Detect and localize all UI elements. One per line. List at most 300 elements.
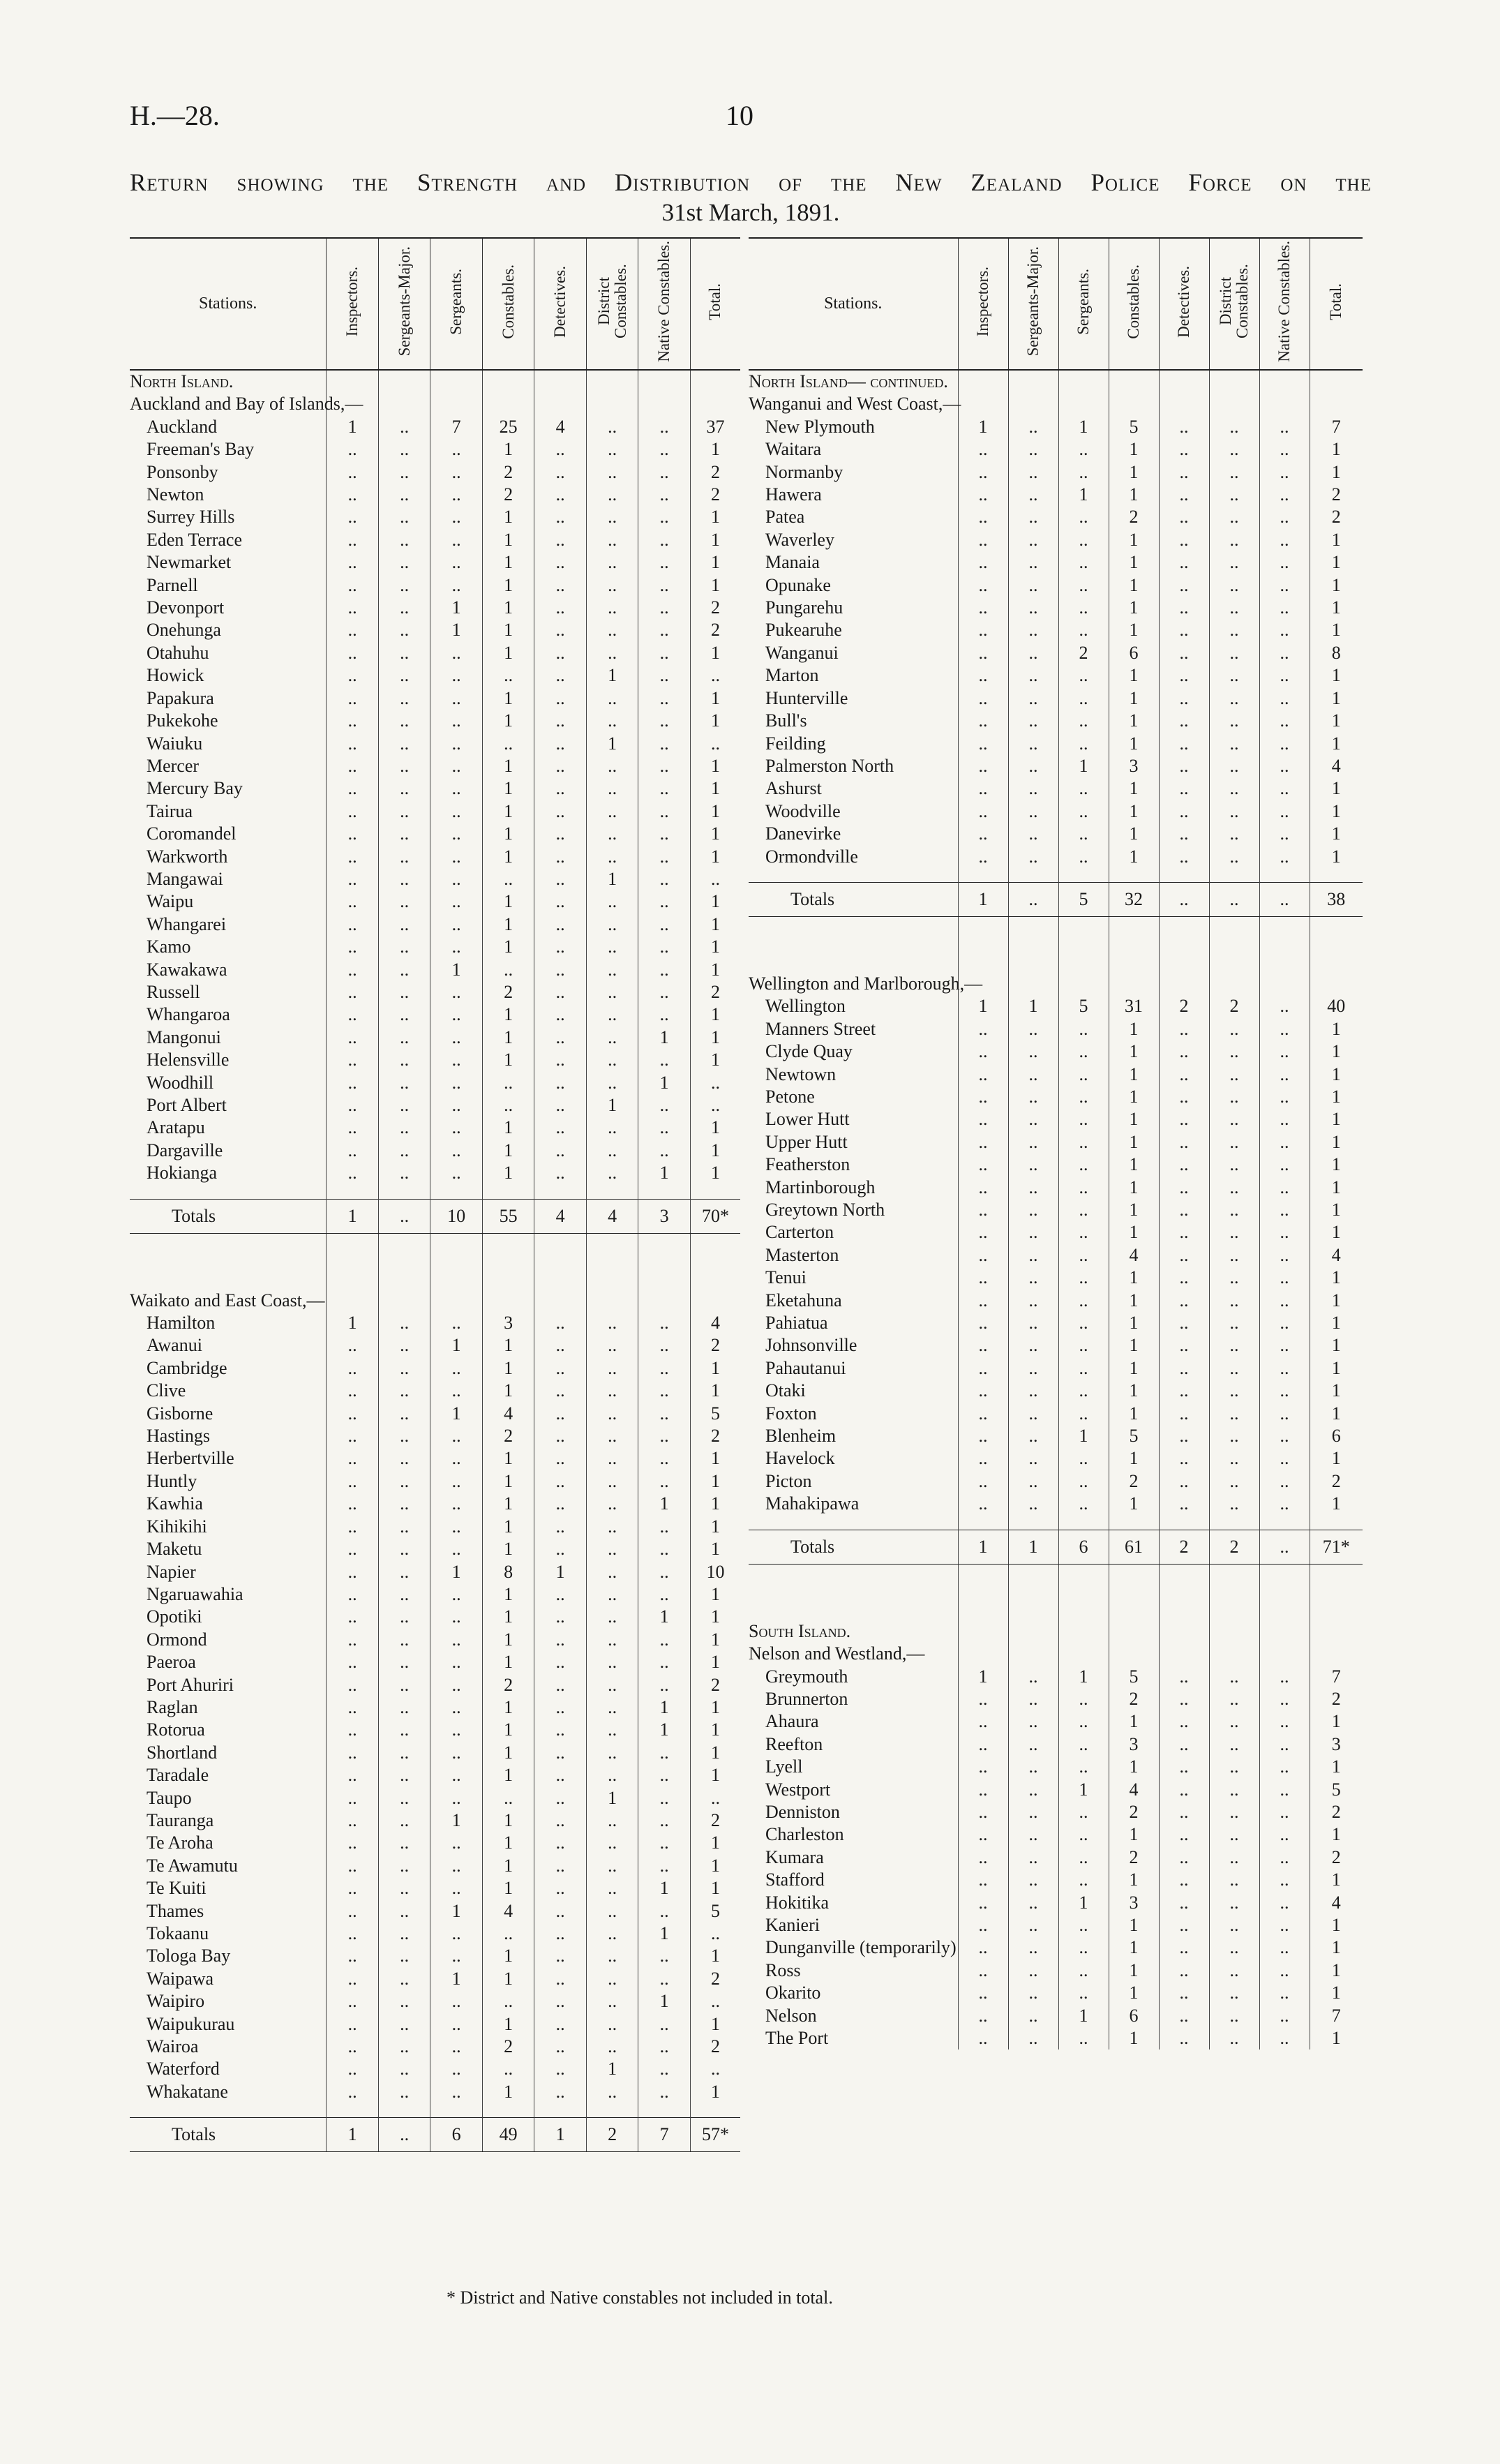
station-name: Raglan: [147, 1696, 198, 1717]
cell-sergeants-major: ..: [378, 1357, 430, 1380]
cell-total: 1: [690, 1493, 740, 1515]
cell-sergeants: ..: [430, 551, 483, 574]
cell-district-constables: ..: [586, 1968, 638, 1990]
cell-detectives: ..: [1159, 1199, 1209, 1221]
cell-native-constables: ..: [1259, 846, 1310, 868]
cell-district-constables: ..: [586, 484, 638, 506]
empty-cell: [378, 1290, 430, 1312]
cell-inspectors: ..: [958, 1982, 1008, 2004]
cell-sergeants: ..: [430, 1312, 483, 1334]
cell-sergeants: ..: [1058, 687, 1109, 710]
cell-detectives: ..: [534, 1674, 587, 1696]
cell-native-constables: ..: [1259, 1959, 1310, 1982]
cell-sergeants: ..: [1058, 1267, 1109, 1289]
group-heading: [749, 973, 1363, 995]
cell-detectives: ..: [534, 1696, 587, 1719]
cell-district-constables: ..: [586, 1990, 638, 2013]
col-stations: Stations.: [130, 238, 327, 370]
cell-native-constables: ..: [1259, 664, 1310, 687]
cell-detectives: ..: [1159, 1869, 1209, 1891]
cell-detectives: ..: [534, 1583, 587, 1606]
empty-cell: [1109, 1516, 1159, 1530]
table-row: [130, 868, 740, 890]
cell-sergeants: ..: [1058, 710, 1109, 732]
cell-total: 1: [690, 1447, 740, 1470]
station-name: Port Ahuriri: [147, 1674, 234, 1695]
cell-sergeants-major: ..: [1008, 846, 1058, 868]
cell-sergeants-major: ..: [378, 1493, 430, 1515]
cell-inspectors: ..: [327, 1162, 379, 1184]
station-name: Danevirke: [765, 823, 841, 844]
cell-inspectors: ..: [327, 484, 379, 506]
cell-constables: 8: [482, 1561, 534, 1583]
table-row: [130, 710, 740, 732]
cell-district-constables: ..: [1209, 438, 1259, 461]
station-name: Waipu: [147, 891, 194, 912]
cell-district-constables: ..: [1209, 1756, 1259, 1778]
cell-native-constables: ..: [638, 1334, 691, 1357]
cell-district-constables: ..: [586, 1696, 638, 1719]
cell-constables: 1: [1109, 1312, 1159, 1334]
station-name: Wairoa: [147, 2036, 199, 2057]
cell-district-constables: ..: [586, 1447, 638, 1470]
empty-cell: [586, 393, 638, 415]
cell-detectives: ..: [534, 1787, 587, 1809]
cell-district-constables: ..: [586, 642, 638, 664]
table-row: [130, 664, 740, 687]
cell-inspectors: ..: [327, 438, 379, 461]
cell-sergeants-major: ..: [378, 755, 430, 777]
cell-sergeants: ..: [430, 664, 483, 687]
cell-total: 1: [1310, 1040, 1363, 1063]
empty-cell: [1310, 1564, 1363, 1620]
col-inspectors: Inspectors.: [958, 238, 1008, 370]
cell-sergeants: ..: [1058, 1914, 1109, 1936]
cell-total: 2: [690, 597, 740, 619]
cell-native-constables: ..: [638, 1900, 691, 1922]
cell-detectives: ..: [1159, 1357, 1209, 1380]
table-row: [749, 1493, 1363, 1515]
empty-cell: [690, 1290, 740, 1312]
cell-native-constables: ..: [1259, 1086, 1310, 1108]
cell-sergeants-major: ..: [1008, 1063, 1058, 1086]
cell-total: 1: [690, 710, 740, 732]
cell-district-constables: 1: [586, 733, 638, 755]
cell-sergeants: 1: [1058, 755, 1109, 777]
row-gap: [130, 1185, 740, 1200]
cell-inspectors: ..: [327, 1425, 379, 1447]
cell-total: 1: [1310, 777, 1363, 800]
cell-sergeants: ..: [430, 687, 483, 710]
cell-inspectors: ..: [327, 777, 379, 800]
station-name: Te Aroha: [147, 1832, 213, 1853]
cell-sergeants: ..: [430, 2058, 483, 2080]
cell-native-constables: ..: [1259, 1530, 1310, 1564]
cell-total: 1: [1310, 687, 1363, 710]
empty-cell: [749, 1516, 958, 1530]
table-row: [130, 2081, 740, 2103]
cell-sergeants-major: ..: [1008, 1959, 1058, 1982]
cell-detectives: ..: [1159, 1779, 1209, 1801]
station-name: Eden Terrace: [147, 529, 242, 550]
cell-district-constables: ..: [1209, 846, 1259, 868]
station-name: Featherston: [765, 1154, 850, 1175]
table-row: [749, 1177, 1363, 1199]
table-row: [749, 1199, 1363, 1221]
cell-total: 5: [1310, 1779, 1363, 1801]
table-row: [130, 416, 740, 438]
cell-total: 1: [1310, 1221, 1363, 1244]
cell-sergeants-major: ..: [378, 1094, 430, 1117]
cell-inspectors: ..: [958, 1801, 1008, 1823]
cell-constables: 2: [1109, 1801, 1159, 1823]
cell-district-constables: ..: [1209, 1312, 1259, 1334]
cell-sergeants: ..: [430, 1425, 483, 1447]
cell-detectives: ..: [534, 1049, 587, 1071]
cell-inspectors: ..: [958, 777, 1008, 800]
cell-sergeants-major: ..: [1008, 1040, 1058, 1063]
cell-sergeants: ..: [430, 1764, 483, 1786]
cell-total: 1: [1310, 1710, 1363, 1733]
table-row: [749, 1470, 1363, 1493]
table-row: [130, 1538, 740, 1560]
cell-total: 2: [690, 484, 740, 506]
empty-cell: [1058, 1643, 1109, 1665]
cell-detectives: ..: [1159, 1108, 1209, 1130]
cell-district-constables: ..: [1209, 574, 1259, 597]
cell-inspectors: ..: [958, 1380, 1008, 1402]
station-name: Ponsonby: [147, 461, 218, 482]
cell-native-constables: ..: [638, 2058, 691, 2080]
empty-cell: [1008, 370, 1058, 393]
cell-constables: ..: [482, 1990, 534, 2013]
cell-native-constables: ..: [1259, 733, 1310, 755]
table-row: [130, 1003, 740, 1026]
table-row: [749, 1108, 1363, 1130]
cell-inspectors: ..: [327, 981, 379, 1003]
cell-district-constables: ..: [1209, 1470, 1259, 1493]
cell-detectives: ..: [1159, 484, 1209, 506]
station-name: Huntly: [147, 1470, 197, 1491]
cell-detectives: ..: [534, 1357, 587, 1380]
cell-district-constables: ..: [1209, 1040, 1259, 1063]
cell-sergeants-major: ..: [378, 1809, 430, 1832]
cell-sergeants: ..: [1058, 846, 1109, 868]
cell-constables: 1: [1109, 1982, 1159, 2004]
cell-inspectors: ..: [327, 1357, 379, 1380]
cell-total: 5: [690, 1403, 740, 1425]
cell-sergeants: ..: [430, 438, 483, 461]
cell-detectives: ..: [1159, 438, 1209, 461]
cell-native-constables: ..: [638, 890, 691, 913]
cell-constables: 1: [482, 710, 534, 732]
cell-native-constables: ..: [1259, 1153, 1310, 1176]
cell-sergeants: 2: [1058, 642, 1109, 664]
cell-sergeants: ..: [430, 2013, 483, 2036]
cell-district-constables: ..: [586, 1516, 638, 1538]
footnote: * District and Native constables not included in total.: [447, 2287, 833, 2308]
cell-inspectors: ..: [958, 755, 1008, 777]
station-name: Newmarket: [147, 552, 232, 573]
table-row: [749, 1153, 1363, 1176]
cell-sergeants: ..: [1058, 1290, 1109, 1312]
cell-constables: 1: [1109, 1334, 1159, 1357]
cell-native-constables: ..: [638, 664, 691, 687]
cell-district-constables: 1: [586, 2058, 638, 2080]
table-row: [749, 1914, 1363, 1936]
empty-cell: [430, 1233, 483, 1290]
cell-inspectors: ..: [958, 823, 1008, 845]
empty-cell: [1259, 1564, 1310, 1620]
station-name: Tologa Bay: [147, 1946, 231, 1966]
cell-sergeants: ..: [1058, 1688, 1109, 1710]
table-row: [130, 551, 740, 574]
cell-inspectors: ..: [327, 1538, 379, 1560]
cell-native-constables: ..: [1259, 2027, 1310, 2049]
station-name: Aratapu: [147, 1117, 205, 1138]
empty-cell: [1159, 1516, 1209, 1530]
cell-constables: 1: [482, 890, 534, 913]
cell-total: 4: [1310, 1244, 1363, 1267]
cell-total: 1: [690, 1357, 740, 1380]
table-row: [749, 1869, 1363, 1891]
cell-sergeants-major: ..: [378, 664, 430, 687]
cell-total: 37: [690, 416, 740, 438]
table-row: [130, 1447, 740, 1470]
cell-district-constables: ..: [1209, 1869, 1259, 1891]
empty-cell: [378, 393, 430, 415]
cell-sergeants: ..: [1058, 1177, 1109, 1199]
cell-sergeants-major: ..: [1008, 1846, 1058, 1869]
empty-cell: [482, 1233, 534, 1290]
cell-constables: 1: [1109, 461, 1159, 484]
cell-sergeants: ..: [1058, 1131, 1109, 1153]
cell-district-constables: ..: [1209, 1108, 1259, 1130]
empty-cell: [586, 1290, 638, 1312]
station-name: Otahuhu: [147, 642, 209, 663]
cell-sergeants-major: ..: [378, 959, 430, 981]
cell-constables: 61: [1109, 1530, 1159, 1564]
station-name: Whangaroa: [147, 1004, 230, 1025]
cell-constables: 1: [482, 1493, 534, 1515]
empty-cell: [1259, 393, 1310, 415]
station-name: Taupo: [147, 1787, 192, 1808]
cell-detectives: ..: [1159, 1380, 1209, 1402]
empty-cell: [482, 2103, 534, 2118]
cell-constables: 1: [1109, 2027, 1159, 2049]
table-row: [130, 484, 740, 506]
cell-total: 1: [690, 529, 740, 551]
cell-detectives: ..: [534, 2081, 587, 2103]
cell-detectives: ..: [1159, 1403, 1209, 1425]
cell-detectives: ..: [1159, 1666, 1209, 1688]
table-row: [749, 664, 1363, 687]
cell-sergeants-major: ..: [1008, 1403, 1058, 1425]
cell-constables: 1: [1109, 777, 1159, 800]
empty-cell: [1008, 393, 1058, 415]
cell-native-constables: ..: [1259, 800, 1310, 823]
cell-native-constables: ..: [638, 1832, 691, 1854]
empty-cell: [1209, 1564, 1259, 1620]
cell-detectives: ..: [534, 1809, 587, 1832]
table-row: [130, 1990, 740, 2013]
cell-sergeants-major: ..: [378, 1990, 430, 2013]
cell-total: 1: [1310, 1334, 1363, 1357]
cell-detectives: ..: [534, 1629, 587, 1651]
cell-total: 2: [690, 981, 740, 1003]
empty-cell: [1109, 868, 1159, 883]
empty-cell: [378, 2103, 430, 2118]
cell-district-constables: ..: [1209, 1982, 1259, 2004]
table-row: [749, 1290, 1363, 1312]
table-row: [130, 1072, 740, 1094]
empty-cell: [1259, 1516, 1310, 1530]
cell-sergeants: ..: [430, 1855, 483, 1877]
cell-constables: 1: [1109, 1221, 1159, 1244]
cell-sergeants-major: ..: [1008, 1982, 1058, 2004]
cell-detectives: ..: [1159, 710, 1209, 732]
cell-inspectors: ..: [327, 1117, 379, 1139]
cell-sergeants: 1: [430, 619, 483, 641]
cell-sergeants: ..: [430, 777, 483, 800]
cell-constables: 1: [482, 1855, 534, 1877]
cell-native-constables: ..: [1259, 461, 1310, 484]
cell-sergeants-major: ..: [378, 619, 430, 641]
page-title: Return showing the Strength and Distribution of the New Zealand Police Force on the: [130, 169, 1372, 196]
cell-inspectors: ..: [327, 913, 379, 936]
cell-total: 4: [1310, 1892, 1363, 1914]
cell-native-constables: ..: [1259, 2005, 1310, 2027]
table-row: [130, 1922, 740, 1945]
table-row: [130, 1312, 740, 1334]
cell-native-constables: ..: [1259, 823, 1310, 845]
cell-detectives: ..: [534, 484, 587, 506]
cell-total: 2: [690, 1674, 740, 1696]
cell-inspectors: ..: [958, 1710, 1008, 1733]
empty-cell: [749, 868, 958, 883]
cell-detectives: ..: [534, 1922, 587, 1945]
cell-sergeants-major: ..: [1008, 642, 1058, 664]
cell-sergeants-major: ..: [378, 484, 430, 506]
cell-detectives: ..: [534, 1026, 587, 1049]
cell-detectives: ..: [1159, 1086, 1209, 1108]
cell-inspectors: ..: [958, 1290, 1008, 1312]
cell-constables: 1: [482, 1877, 534, 1899]
row-gap: [749, 1516, 1363, 1530]
cell-total: 1: [1310, 1267, 1363, 1289]
cell-native-constables: ..: [638, 1094, 691, 1117]
cell-detectives: ..: [1159, 1470, 1209, 1493]
cell-sergeants-major: ..: [1008, 438, 1058, 461]
cell-inspectors: ..: [958, 1199, 1008, 1221]
cell-sergeants: ..: [430, 1696, 483, 1719]
cell-detectives: 2: [1159, 1530, 1209, 1564]
cell-native-constables: ..: [1259, 1936, 1310, 1959]
cell-native-constables: ..: [1259, 1403, 1310, 1425]
table-row: [749, 597, 1363, 619]
empty-cell: [1259, 868, 1310, 883]
cell-sergeants: ..: [430, 868, 483, 890]
cell-total: 1: [690, 959, 740, 981]
cell-native-constables: ..: [1259, 1801, 1310, 1823]
station-name: Masterton: [765, 1244, 839, 1265]
cell-sergeants: ..: [430, 1516, 483, 1538]
empty-cell: [430, 1290, 483, 1312]
col-sergeants: Sergeants.: [1058, 238, 1109, 370]
cell-sergeants-major: ..: [378, 1447, 430, 1470]
cell-district-constables: ..: [1209, 642, 1259, 664]
cell-sergeants: ..: [1058, 1380, 1109, 1402]
cell-sergeants: ..: [1058, 461, 1109, 484]
station-name: Paeroa: [147, 1652, 196, 1673]
station-name: Freeman's Bay: [147, 439, 255, 460]
cell-constables: 2: [482, 1425, 534, 1447]
table-row: [130, 913, 740, 936]
station-name: Cambridge: [147, 1357, 227, 1378]
cell-constables: 1: [482, 777, 534, 800]
cell-district-constables: ..: [586, 1877, 638, 1899]
row-gap: [749, 868, 1363, 883]
cell-total: ..: [690, 1922, 740, 1945]
cell-total: 1: [1310, 1823, 1363, 1846]
cell-sergeants-major: ..: [378, 710, 430, 732]
cell-district-constables: ..: [1209, 1177, 1259, 1199]
cell-total: 70*: [690, 1199, 740, 1233]
cell-total: 1: [690, 1140, 740, 1162]
station-name: Tauranga: [147, 1809, 214, 1830]
cell-sergeants: ..: [1058, 1756, 1109, 1778]
empty-cell: [482, 393, 534, 415]
station-name: Woodville: [765, 800, 841, 821]
empty-cell: [1310, 868, 1363, 883]
table-row: [130, 1855, 740, 1877]
empty-cell: [1109, 393, 1159, 415]
cell-district-constables: ..: [586, 551, 638, 574]
station-name: Opotiki: [147, 1606, 202, 1627]
cell-constables: 1: [1109, 1914, 1159, 1936]
station-name: Gisborne: [147, 1403, 213, 1424]
empty-cell: [1159, 393, 1209, 415]
empty-cell: [327, 1290, 379, 1312]
station-name: Pungarehu: [765, 597, 843, 618]
cell-sergeants: ..: [430, 1742, 483, 1764]
cell-native-constables: ..: [1259, 777, 1310, 800]
cell-detectives: ..: [1159, 733, 1209, 755]
cell-district-constables: ..: [1209, 529, 1259, 551]
station-name: Helensville: [147, 1050, 230, 1070]
cell-sergeants: ..: [1058, 438, 1109, 461]
cell-sergeants-major: ..: [378, 574, 430, 597]
cell-inspectors: ..: [958, 1892, 1008, 1914]
cell-native-constables: ..: [638, 1855, 691, 1877]
cell-sergeants: ..: [430, 1447, 483, 1470]
cell-native-constables: ..: [638, 1742, 691, 1764]
cell-constables: 1: [1109, 1040, 1159, 1063]
cell-sergeants-major: ..: [378, 1945, 430, 1967]
section-heading: [749, 370, 1363, 393]
cell-detectives: ..: [534, 597, 587, 619]
cell-detectives: ..: [534, 913, 587, 936]
cell-sergeants-major: ..: [378, 1312, 430, 1334]
empty-cell: [749, 916, 958, 973]
cell-native-constables: 1: [638, 1072, 691, 1094]
cell-total: 5: [690, 1900, 740, 1922]
cell-sergeants: 5: [1058, 882, 1109, 916]
cell-inspectors: ..: [958, 1425, 1008, 1447]
cell-sergeants: ..: [1058, 1334, 1109, 1357]
cell-district-constables: ..: [1209, 1959, 1259, 1982]
cell-detectives: ..: [534, 1493, 587, 1515]
